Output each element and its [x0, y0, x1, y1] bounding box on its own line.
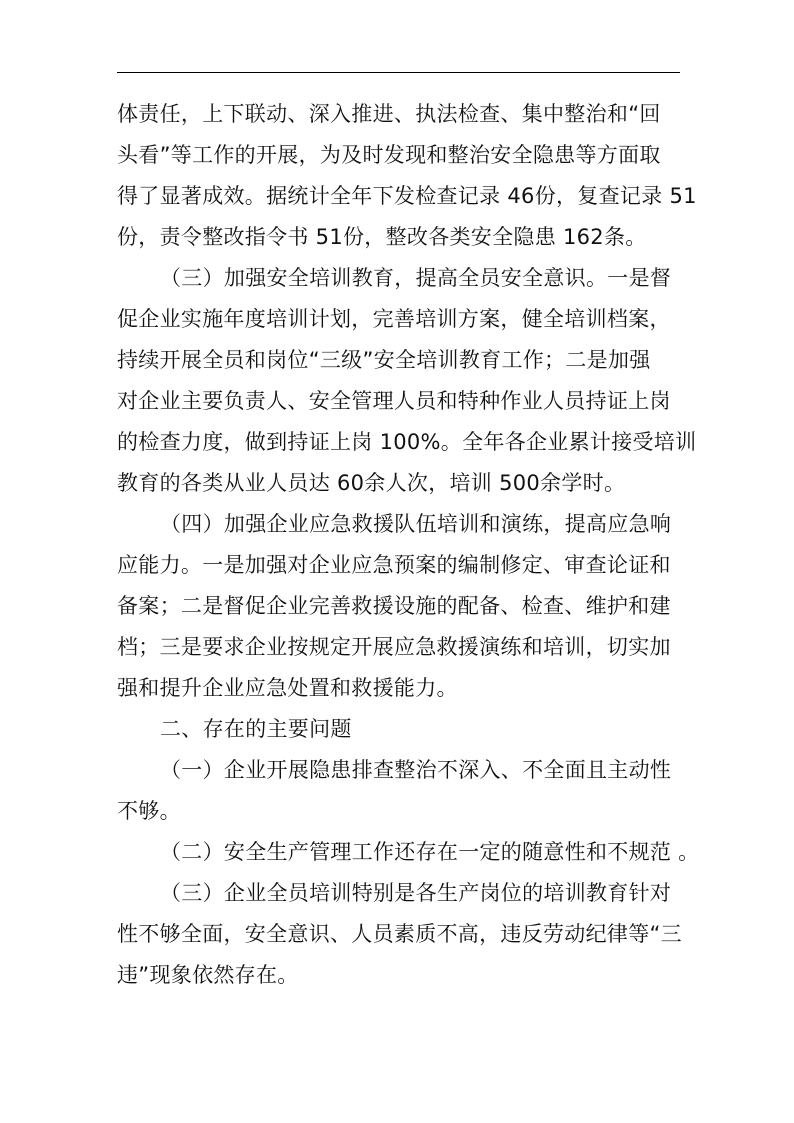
section-heading: 二、存在的主要问题 [160, 717, 352, 741]
paragraph-start-line: （三）加强安全培训教育，提高全员安全意识。一是督 [160, 266, 672, 290]
text-line: 体责任，上下联动、深入推进、执法检查、集中整治和“回 [117, 102, 661, 126]
text-line: 份，责令整改指令书 51份，整改各类安全隐患 162条。 [117, 225, 647, 249]
text-line: 档；三是要求企业按规定开展应急救援演练和培训，切实加 [117, 635, 671, 659]
body-text [117, 94, 700, 996]
text-line: 得了显著成效。据统计全年下发检查记录 46份，复查记录 51 [117, 184, 697, 208]
paragraph-start-line: （三）企业全员培训特别是各生产岗位的培训教育针对 [160, 881, 672, 905]
text-line: 教育的各类从业人员达 60余人次，培训 500余学时。 [117, 471, 626, 495]
header-rule [117, 72, 680, 73]
text-line: 应能力。一是加强对企业应急预案的编制修定、审查论证和 [117, 553, 671, 577]
text-line: 头看”等工作的开展，为及时发现和整治安全隐患等方面取 [117, 143, 661, 167]
text-line: 不够。 [117, 799, 181, 823]
text-line: 对企业主要负责人、安全管理人员和特种作业人员持证上岗 [117, 389, 671, 413]
paragraph-start-line: （一）企业开展隐患排查整治不深入、不全面且主动性 [160, 758, 672, 782]
text-line: 强和提升企业应急处置和救援能力。 [117, 676, 458, 700]
text-line: 性不够全面，安全意识、人员素质不高，违反劳动纪律等“三 [117, 922, 682, 946]
text-line: 持续开展全员和岗位“三级”安全培训教育工作；二是加强 [117, 348, 651, 372]
text-line: 促企业实施年度培训计划，完善培训方案，健全培训档案， [117, 307, 671, 331]
text-line: 备案；二是督促企业完善救援设施的配备、检查、维护和建 [117, 594, 671, 618]
paragraph-start-line: （二）安全生产管理工作还存在一定的随意性和不规范 。 [160, 840, 700, 864]
text-line: 违”现象依然存在。 [117, 963, 299, 987]
paragraph-start-line: （四）加强企业应急救援队伍培训和演练，提高应急响 [160, 512, 672, 536]
text-line: 的检查力度，做到持证上岗 100%。全年各企业累计接受培训 [117, 430, 697, 454]
